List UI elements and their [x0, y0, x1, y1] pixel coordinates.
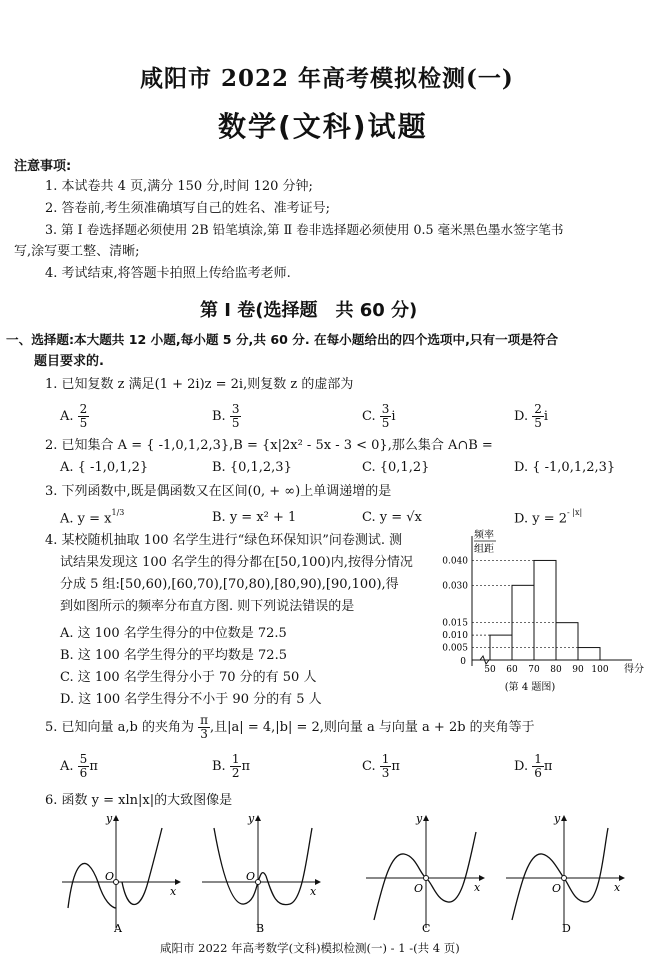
graph-option-a[interactable] [58, 808, 188, 936]
x-tick-label: 100 [591, 665, 609, 675]
y-tick-label: 0.010 [442, 631, 468, 642]
q3-option-a[interactable]: A. $y = x^{1/3}$ [60, 508, 125, 527]
note-item: 写,涂写要工整、清晰; [14, 244, 140, 259]
q3-option-d[interactable]: D. $y = 2^{- |x|}$ [514, 508, 583, 527]
q4-option-c[interactable]: C. 这 100 名学生得分小于 70 分的有 50 人 [60, 670, 317, 685]
y-tick-label: 0.005 [442, 643, 468, 654]
svg-text:x: x [474, 881, 481, 894]
svg-text:x: x [614, 881, 621, 894]
x-tick-label: 50 [484, 665, 496, 675]
histogram-bar [556, 623, 578, 660]
question-1-stem: 1. 已知复数 z 满足(1 + 2i)z = 2i,则复数 z 的虚部为 [45, 377, 354, 392]
question-2-stem: 2. 已知集合 A = { -1,0,1,2,3},B = {x|2x² - 5x - 3 < 0},那么集合 A∩B = [45, 438, 493, 453]
note-item: 1. 本试卷共 4 页,满分 150 分,时间 120 分钟; [45, 179, 313, 194]
q4-option-a[interactable]: A. 这 100 名学生得分的中位数是 72.5 [60, 626, 287, 641]
svg-text:x: x [170, 885, 177, 898]
note-item: 3. 第 Ⅰ 卷选择题必须使用 2B 铅笔填涂,第 Ⅱ 卷非选择题必须使用 0.5 毫米黑色墨水签字笔书 [45, 222, 564, 237]
svg-text:O: O [552, 882, 562, 895]
q5-option-c[interactable]: C. $\frac{1}{3}$ π [362, 752, 400, 780]
svg-text:O: O [414, 882, 424, 895]
q3-option-b[interactable]: B. y = x² + 1 [212, 510, 297, 525]
graph-letter-b: B [256, 922, 265, 935]
q2-option-a[interactable]: A. { -1,0,1,2} [60, 460, 149, 475]
svg-text:x: x [310, 885, 317, 898]
q3-option-c[interactable]: C. y = √x [362, 510, 422, 525]
notes-heading: 注意事项: [14, 159, 72, 174]
section-title: 第 Ⅰ 卷(选择题 共 60 分) [200, 300, 418, 321]
histogram-chart [442, 528, 660, 696]
question-4-line: 试结果发现这 100 名学生的得分都在[50,100)内,按得分情况 [60, 555, 413, 570]
q1-option-a[interactable]: A. $\frac{2}{5}$ [60, 402, 88, 430]
svg-text:O: O [246, 870, 256, 883]
question-6-stem: 6. 函数 y = xln|x|的大致图像是 [45, 793, 233, 808]
q5-option-d[interactable]: D. $\frac{1}{6}$ π [514, 752, 553, 780]
svg-text:y: y [248, 812, 255, 825]
y-tick-label: 0.040 [442, 556, 468, 567]
q1-option-c[interactable]: C. $\frac{3}{5}$ i [362, 402, 396, 430]
chart-caption: (第 4 题图) [504, 682, 556, 693]
histogram-bar [578, 648, 600, 660]
graph-letter-d: D [562, 922, 571, 935]
histogram-bar [534, 560, 556, 660]
question-4-line: 分成 5 组:[50,60),[60,70),[70,80),[80,90),[90,100),得 [60, 577, 399, 592]
note-item: 2. 答卷前,考生须准确填写自己的姓名、准考证号; [45, 201, 331, 216]
exam-title: 咸阳市 2022 年高考模拟检测(一) [140, 65, 514, 92]
graph-option-c[interactable] [360, 808, 490, 936]
question-4-line: 到如图所示的频率分布直方图. 则下列说法错误的是 [60, 599, 355, 614]
x-tick-label: 70 [528, 665, 540, 675]
q1-option-d[interactable]: D. $\frac{2}{5}$ i [514, 402, 549, 430]
origin-label: 0 [460, 657, 466, 667]
y-axis-label: 组距 [474, 544, 494, 555]
svg-text:O: O [105, 870, 115, 883]
x-axis-label: 得分 [624, 664, 644, 675]
q2-option-d[interactable]: D. { -1,0,1,2,3} [514, 460, 616, 475]
svg-text:y: y [416, 812, 423, 825]
svg-text:y: y [106, 812, 113, 825]
q5-option-a[interactable]: A. $\frac{5}{6}$ π [60, 752, 98, 780]
x-tick-label: 80 [550, 665, 562, 675]
question-3-stem: 3. 下列函数中,既是偶函数又在区间(0, + ∞)上单调递增的是 [45, 484, 392, 499]
graph-letter-c: C [422, 922, 431, 935]
q4-option-d[interactable]: D. 这 100 名学生得分不小于 90 分的有 5 人 [60, 692, 322, 707]
page-footer: 咸阳市 2022 年高考数学(文科)模拟检测(一) - 1 -(共 4 页) [160, 941, 460, 955]
part-instructions: 一、选择题:本大题共 12 小题,每小题 5 分,共 60 分. 在每小题给出的四个选项中,只有一项是符合 [6, 332, 559, 347]
svg-text:y: y [554, 812, 561, 825]
subject-title: 数学(文科)试题 [218, 110, 428, 143]
x-tick-label: 60 [506, 665, 518, 675]
y-axis-label: 频率 [474, 530, 494, 541]
graph-option-b[interactable] [196, 808, 326, 936]
part-instructions: 题目要求的. [34, 354, 104, 369]
y-tick-label: 0.015 [442, 618, 468, 629]
q5-option-b[interactable]: B. $\frac{1}{2}$ π [212, 752, 251, 780]
question-5-stem: 5. 已知向量 a,b 的夹角为 $\frac{\pi}{3}$ ,且|a| = 4,|b| = 2,则向量 a 与向量 a + 2b 的夹角等于 [45, 713, 535, 741]
note-item: 4. 考试结束,将答题卡拍照上传给监考老师. [45, 266, 291, 281]
question-4-line: 4. 某校随机抽取 100 名学生进行“绿色环保知识”问卷测试. 测 [45, 533, 403, 548]
graph-option-d[interactable] [500, 808, 630, 936]
y-tick-label: 0.030 [442, 581, 468, 592]
x-tick-label: 90 [572, 665, 584, 675]
q2-option-b[interactable]: B. {0,1,2,3} [212, 460, 292, 475]
histogram-bar [512, 585, 534, 660]
q2-option-c[interactable]: C. {0,1,2} [362, 460, 430, 475]
q1-option-b[interactable]: B. $\frac{3}{5}$ [212, 402, 240, 430]
graph-letter-a: A [114, 922, 122, 935]
q4-option-b[interactable]: B. 这 100 名学生得分的平均数是 72.5 [60, 648, 287, 663]
